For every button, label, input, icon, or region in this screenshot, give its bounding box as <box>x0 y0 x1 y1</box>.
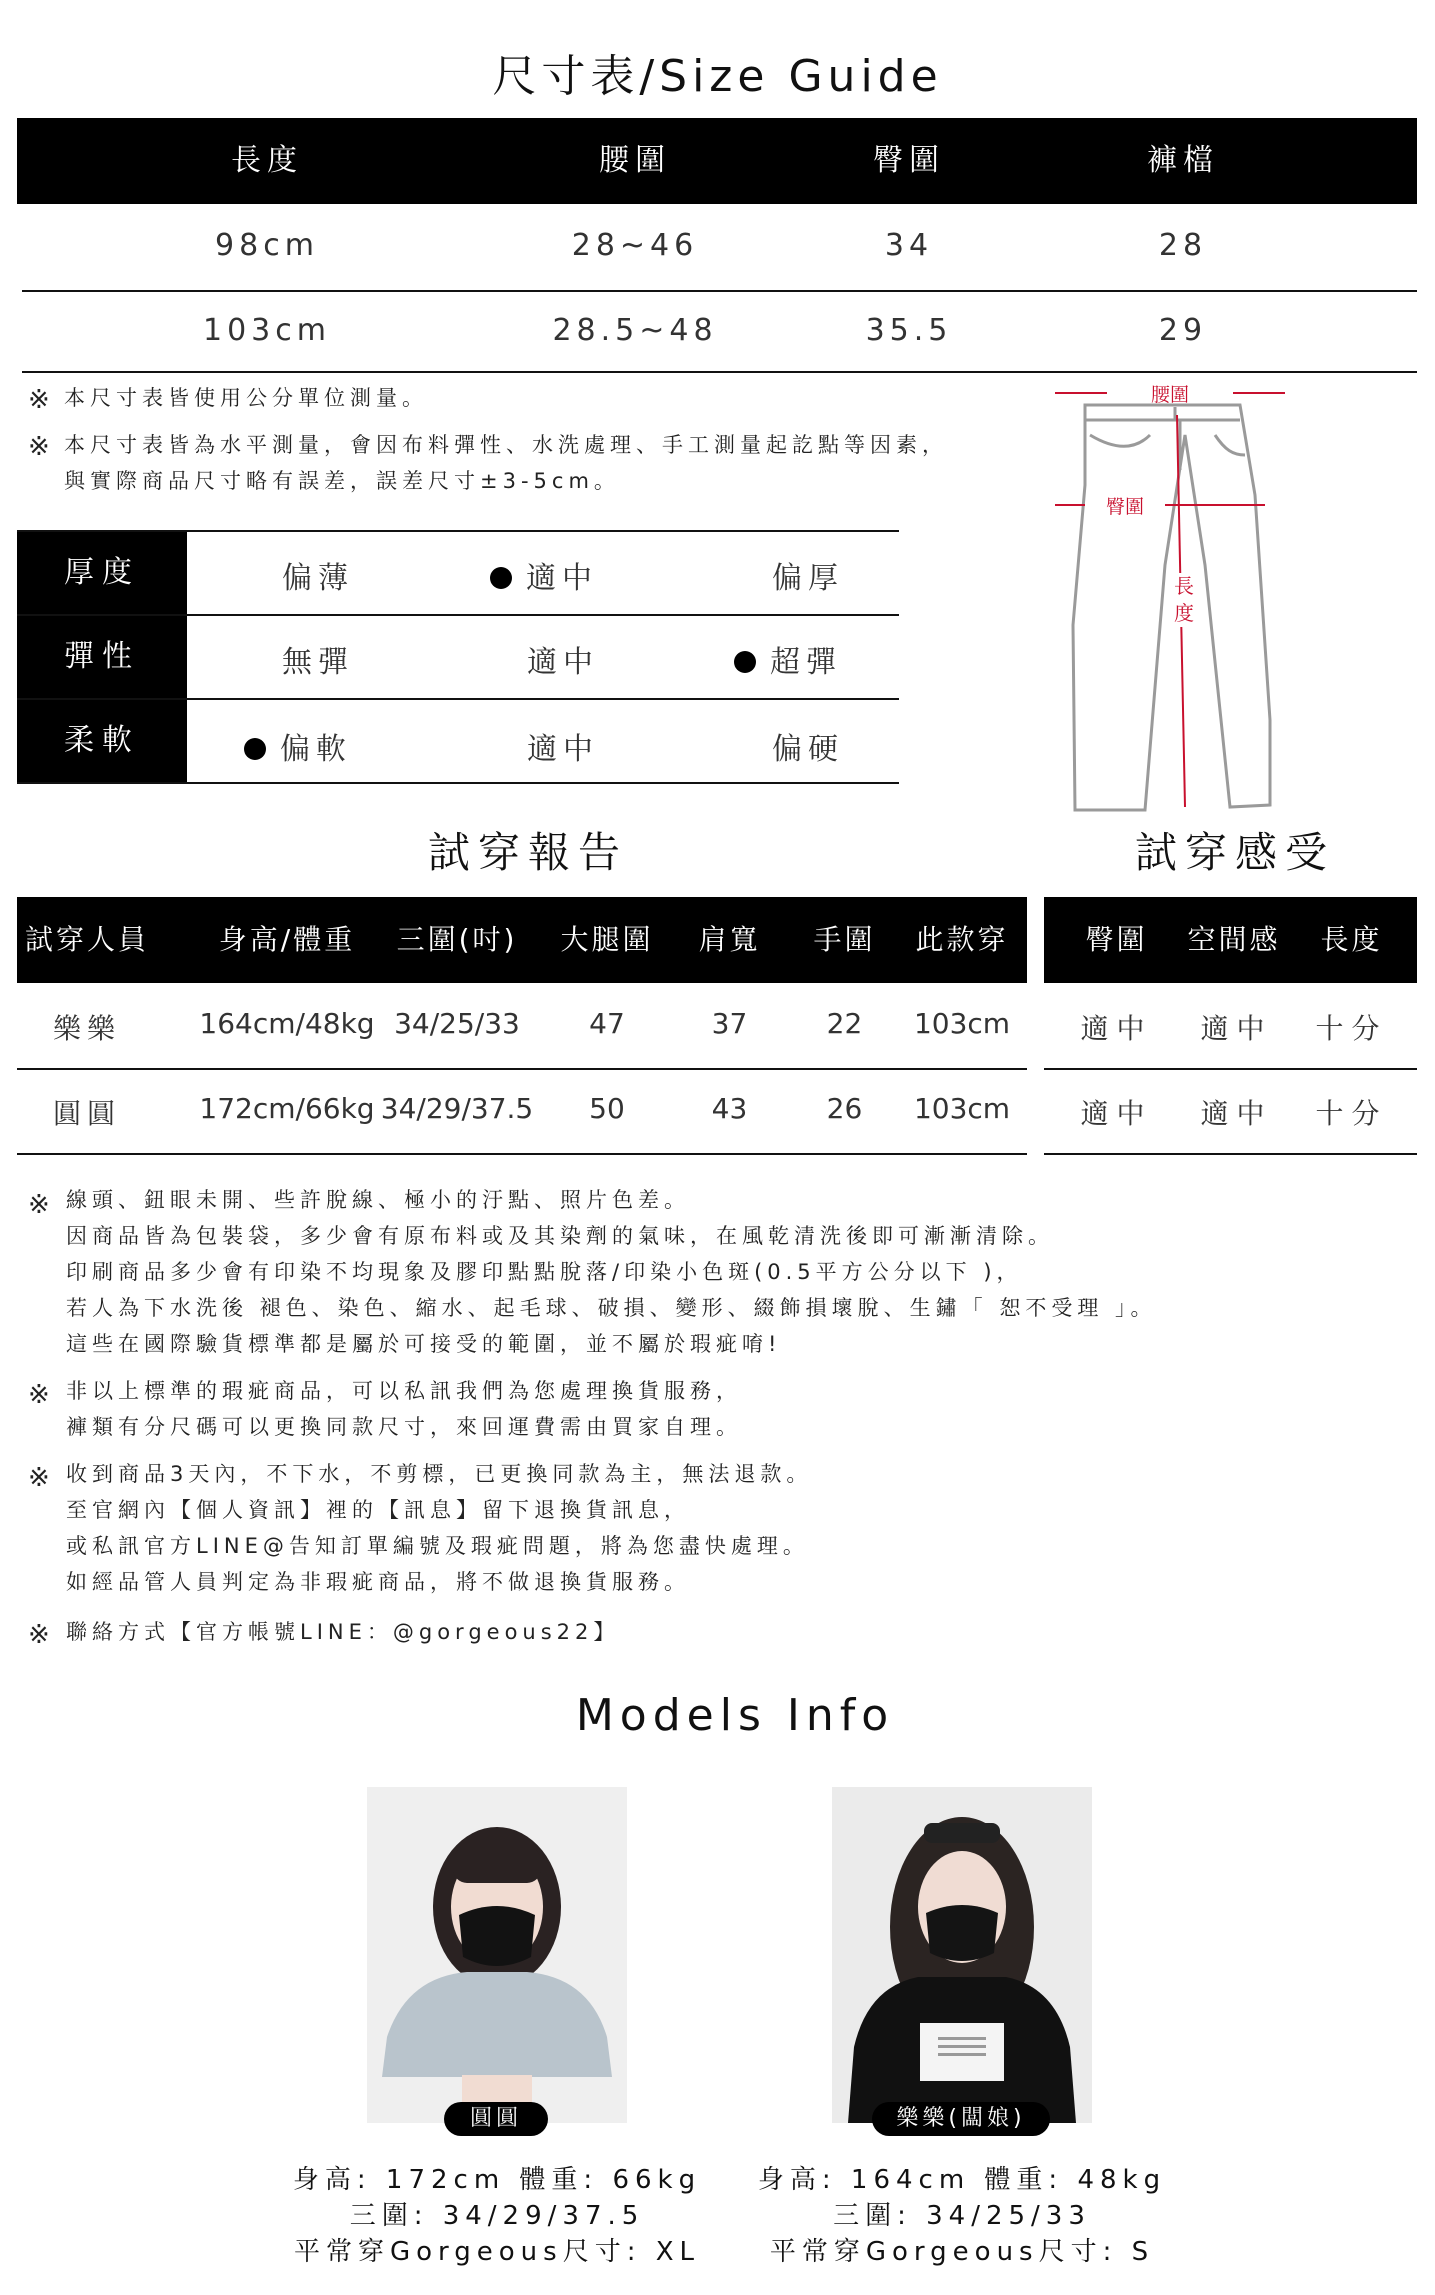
report-table-header <box>17 897 1027 983</box>
note-mark: ※ <box>28 385 50 415</box>
policy-line: 或私訊官方LINE@告知訂單編號及瑕疵問題，將為您盡快處理。 <box>66 1534 809 1558</box>
size-cell: 29 <box>1158 313 1208 348</box>
note-mark: ※ <box>28 1380 50 1410</box>
size-row <box>17 228 1417 268</box>
note-mark: ※ <box>28 1620 50 1650</box>
feel-cell: 十分 <box>1315 1012 1388 1045</box>
report-cell: 34/25/33 <box>394 1007 520 1040</box>
report-header: 肩寬 <box>698 923 761 956</box>
table-row <box>1044 1007 1417 1047</box>
model-usual-size: 平常穿Gorgeous尺寸: XL <box>293 2237 701 2267</box>
divider <box>17 782 899 784</box>
policy-line: 非以上標準的瑕疵商品，可以私訊我們為您處理換貨服務， <box>66 1379 742 1403</box>
header-rise: 褲檔 <box>1147 143 1219 178</box>
report-cell: 43 <box>711 1092 748 1125</box>
policy-line: 如經品管人員判定為非瑕疵商品，將不做退換貨服務。 <box>66 1570 690 1594</box>
policy-block-3 <box>66 1456 812 1600</box>
feel-cell: 適中 <box>1200 1012 1273 1045</box>
divider <box>1044 1153 1417 1155</box>
model-info-2 <box>727 2162 1197 2270</box>
report-header: 三圍(吋) <box>396 923 518 956</box>
policy-line: 褲類有分尺碼可以更換同款尺寸，來回運費需由買家自理。 <box>66 1415 742 1439</box>
policy-line: 若人為下水洗後 褪色、染色、縮水、起毛球、破損、變形、綴飾損壞脫、生鏽「 恕不受理 」。 <box>66 1296 1157 1320</box>
model-tag-2: 樂樂(闆娘) <box>872 2102 1050 2136</box>
diagram-waist-label: 腰圍 <box>1150 384 1190 406</box>
size-cell: 103cm <box>203 313 331 348</box>
report-cell: 22 <box>826 1007 863 1040</box>
fabric-option: 偏薄 <box>282 561 354 596</box>
model-height-weight: 身高: 172cm 體重: 66kg <box>292 2165 702 2195</box>
policy-line: 因商品皆為包裝袋，多少會有原布料或及其染劑的氣味，在風乾清洗後即可漸漸清除。 <box>66 1224 1054 1248</box>
fabric-label-thickness: 厚度 <box>17 532 187 614</box>
report-cell: 26 <box>826 1092 863 1125</box>
note-mark: ※ <box>28 1190 50 1220</box>
page-title: 尺寸表/Size Guide <box>492 51 943 102</box>
size-note: 與實際商品尺寸略有誤差，誤差尺寸±3-5cm。 <box>64 469 620 493</box>
policy-line: 線頭、鈕眼未開、些許脫線、極小的汙點、照片色差。 <box>66 1188 690 1212</box>
report-header: 試穿人員 <box>24 923 149 956</box>
model-info-1 <box>262 2162 732 2270</box>
header-hip: 臀圍 <box>873 143 945 178</box>
note-mark: ※ <box>28 1463 50 1493</box>
report-cell: 圓圓 <box>52 1097 121 1130</box>
table-row <box>17 1092 1027 1132</box>
model-height-weight: 身高: 164cm 體重: 48kg <box>757 2165 1167 2195</box>
model-tag-1: 圓圓 <box>444 2102 548 2136</box>
fabric-option: 偏厚 <box>772 561 844 596</box>
policy-block-2 <box>66 1373 742 1445</box>
contact-line: 聯絡方式【官方帳號LINE：@gorgeous22】 <box>66 1620 620 1644</box>
fabric-option: 適中 <box>527 732 599 767</box>
feel-table-header <box>1044 897 1417 983</box>
selected-dot-icon <box>734 651 756 673</box>
header-length: 長度 <box>231 143 303 178</box>
report-header: 身高/體重 <box>218 923 356 956</box>
report-title: 試穿報告 <box>428 828 629 877</box>
header-waist: 腰圍 <box>599 143 671 178</box>
selected-dot-icon <box>490 567 512 589</box>
policy-line: 這些在國際驗貨標準都是屬於可接受的範圍，並不屬於瑕疵唷! <box>66 1332 782 1356</box>
model-illustration-2 <box>832 1787 1092 2123</box>
feel-cell: 十分 <box>1315 1097 1388 1130</box>
report-header: 手圍 <box>813 923 876 956</box>
policy-line: 至官網內【個人資訊】裡的【訊息】留下退換貨訊息， <box>66 1498 690 1522</box>
report-cell: 37 <box>711 1007 748 1040</box>
note-mark: ※ <box>28 432 50 462</box>
policy-block-1 <box>66 1182 1157 1362</box>
divider <box>22 371 1417 373</box>
feel-header: 長度 <box>1320 923 1383 956</box>
model-photo-2 <box>832 1787 1092 2123</box>
size-cell: 98cm <box>215 228 319 263</box>
report-header: 此款穿 <box>915 923 1009 956</box>
report-cell: 47 <box>589 1007 625 1040</box>
report-cell: 103cm <box>913 1092 1011 1125</box>
feel-header: 空間感 <box>1187 923 1281 956</box>
fabric-option-selected: 超彈 <box>734 637 842 681</box>
divider <box>22 290 1417 292</box>
size-cell: 34 <box>884 228 934 263</box>
size-cell: 28.5~48 <box>552 313 718 348</box>
size-cell: 35.5 <box>865 313 953 348</box>
fabric-option: 偏硬 <box>772 732 844 767</box>
size-note: 本尺寸表皆為水平測量，會因布料彈性、水洗處理、手工測量起訖點等因素， <box>64 433 948 457</box>
diagram-length-label: 長度 <box>1174 574 1194 625</box>
fabric-label-elasticity: 彈性 <box>17 616 187 698</box>
report-cell: 172cm/66kg <box>199 1092 375 1125</box>
selected-dot-icon <box>244 738 266 760</box>
divider <box>17 1068 1027 1070</box>
report-cell: 164cm/48kg <box>199 1007 375 1040</box>
pants-diagram <box>1055 375 1285 815</box>
model-measurements: 三圍: 34/29/37.5 <box>349 2201 645 2231</box>
table-row <box>17 1007 1027 1047</box>
report-cell: 50 <box>589 1092 625 1125</box>
report-header: 大腿圍 <box>560 923 654 956</box>
model-photo-1 <box>367 1787 627 2123</box>
model-illustration-1 <box>367 1787 627 2123</box>
diagram-hip-label: 臀圍 <box>1105 496 1145 518</box>
fabric-option-selected: 適中 <box>490 553 598 597</box>
models-title: Models Info <box>575 1690 895 1741</box>
size-cell: 28 <box>1158 228 1208 263</box>
divider <box>17 1153 1027 1155</box>
model-measurements: 三圍: 34/25/33 <box>833 2201 1091 2231</box>
model-usual-size: 平常穿Gorgeous尺寸: S <box>769 2237 1155 2267</box>
policy-line: 印刷商品多少會有印染不均現象及膠印點點脫落/印染小色斑(0.5平方公分以下 )， <box>66 1260 1023 1284</box>
fabric-label-softness: 柔軟 <box>17 700 187 782</box>
size-row <box>17 313 1417 353</box>
table-row <box>1044 1092 1417 1132</box>
feel-cell: 適中 <box>1200 1097 1273 1130</box>
fabric-option: 無彈 <box>282 645 354 680</box>
size-note: 本尺寸表皆使用公分單位測量。 <box>64 386 428 410</box>
fabric-option: 適中 <box>527 645 599 680</box>
size-cell: 28~46 <box>571 228 699 263</box>
policy-line: 收到商品3天內，不下水，不剪標，已更換同款為主，無法退款。 <box>66 1462 813 1486</box>
report-cell: 樂樂 <box>52 1012 121 1045</box>
size-table-header <box>17 118 1417 204</box>
feel-cell: 適中 <box>1080 1097 1153 1130</box>
divider <box>1044 1068 1417 1070</box>
feel-title: 試穿感受 <box>1135 828 1336 877</box>
feel-header: 臀圍 <box>1085 923 1148 956</box>
feel-cell: 適中 <box>1080 1012 1153 1045</box>
report-cell: 34/29/37.5 <box>380 1092 534 1125</box>
fabric-option-selected: 偏軟 <box>244 724 352 768</box>
report-cell: 103cm <box>913 1007 1011 1040</box>
